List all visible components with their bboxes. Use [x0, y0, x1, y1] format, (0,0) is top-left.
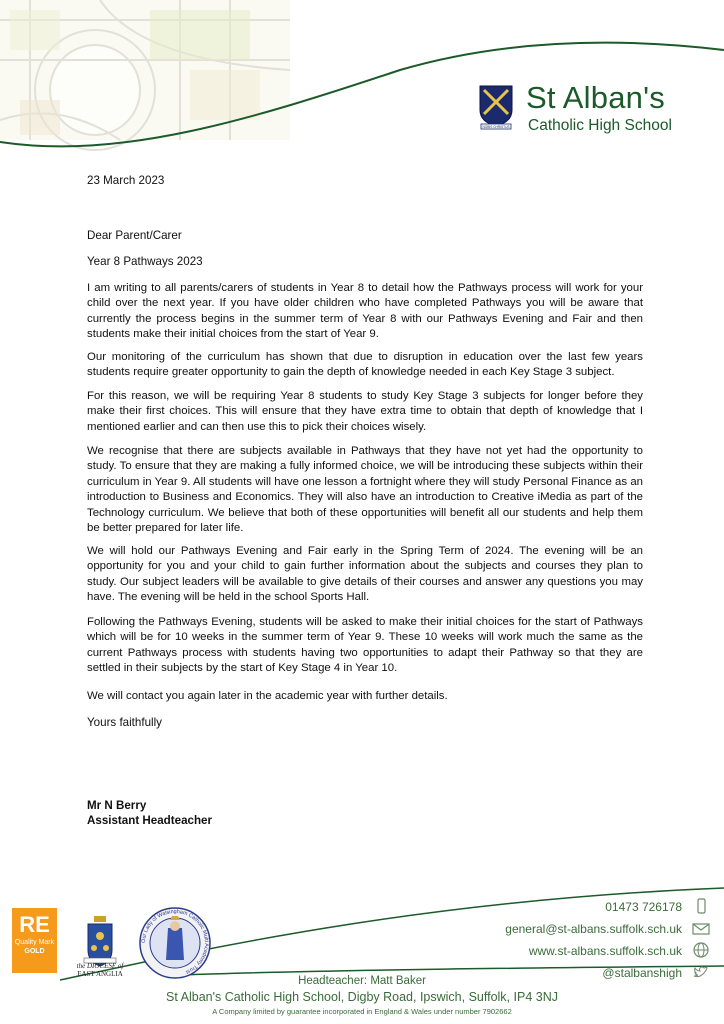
globe-icon	[692, 942, 710, 958]
school-subtitle: Catholic High School	[528, 117, 672, 134]
trust-logo-icon	[138, 906, 212, 980]
diocese-the: the DIOCESE of	[76, 962, 124, 970]
paragraph-1: I am writing to all parents/carers of students in Year 8 to detail how the Pathways process will work for your child over the next year. If you have older children who have completed Pathways you will be aware that currently the process begins in the summer term of Year 8 with our Pathways Evening and Fair and then students make their initial choices from the start of Year 9.	[87, 282, 643, 341]
letter-closing: Yours faithfully	[87, 716, 162, 729]
paragraph-3: For this reason, we will be requiring Year 8 students to study Key Stage 3 subjects for longer before they make their first choices. This will ensure that they have extra time to obtain that depth of knowledge that I mentioned earlier and can then use this to pick their choices wisely.	[87, 390, 643, 433]
re-badge-line2: GOLD	[24, 948, 45, 955]
re-badge-line1: Quality Mark	[14, 939, 55, 946]
trust-ring-text: Our Lady of Walsingham Catholic Multi Academy Trust	[140, 908, 210, 975]
footer-address: St Alban's Catholic High School, Digby Road, Ipswich, Suffolk, IP4 3NJ	[166, 990, 558, 1004]
re-badge-title: RE	[19, 912, 50, 937]
footer-company-info: A Company limited by guarantee incorporated in England & Wales under number 7902662	[212, 1007, 512, 1016]
signatory-role: Assistant Headteacher	[87, 814, 213, 827]
letter-subject: Year 8 Pathways 2023	[87, 255, 203, 268]
paragraph-2: Our monitoring of the curriculum has shown that due to disruption in education over the last few years students require greater opportunity to gain the depth of knowledge needed in each Key Stage 3 subject.	[87, 351, 643, 379]
letter-salutation: Dear Parent/Carer	[87, 229, 182, 242]
school-crest-icon	[478, 84, 514, 130]
paragraph-5: We will hold our Pathways Evening and Fair early in the Spring Term of 2024. The evening will be an opportunity for you and your child to gain further information about the subjects and courses they plan to study. Our subject leaders will be available to give details of their courses and answer any questions you may have. The evening will be held in the school Sports Hall.	[87, 545, 643, 604]
contact-phone[interactable]: 01473 726178	[605, 900, 682, 914]
school-name: St Alban's	[526, 80, 665, 115]
phone-icon	[692, 898, 710, 914]
footer-headteacher: Headteacher: Matt Baker	[298, 975, 426, 987]
diocese-name: EAST ANGLIA	[77, 970, 123, 978]
contact-email[interactable]: general@st-albans.suffolk.sch.uk	[505, 922, 682, 936]
crest-motto: NOBIS CHRISTUS	[482, 125, 510, 129]
letter-date: 23 March 2023	[87, 174, 165, 187]
paragraph-6: Following the Pathways Evening, students will be asked to make their initial choices for the start of Pathways which will be for 10 weeks in the summer term of Year 9. These 10 weeks will work much the same as the current Pathways process with students having two opportunities to adapt their Pathway so that they are settled in their subjects by the start of Key Stage 4 in Year 10.	[87, 616, 643, 675]
signatory-name: Mr N Berry	[87, 799, 147, 812]
re-quality-mark-badge	[12, 908, 57, 973]
contact-twitter[interactable]: @stalbanshigh	[602, 966, 682, 980]
email-icon	[692, 921, 710, 937]
paragraph-7: We will contact you again later in the academic year with further details.	[87, 690, 448, 702]
paragraph-4: We recognise that there are subjects available in Pathways that they have not yet had the opportunity to study. To ensure that they are making a fully informed choice, we will be introducing these subjects within their curriculum in Year 9. All students will have one lesson a fortnight where they will study Personal Finance as an introduction to Business and Economics. They will also have an introduction to Creative iMedia as part of the Technology curriculum. We believe that both of these opportunities will benefit all our students and help them be better prepared for later life.	[87, 445, 643, 535]
contact-website[interactable]: www.st-albans.suffolk.sch.uk	[528, 944, 682, 958]
